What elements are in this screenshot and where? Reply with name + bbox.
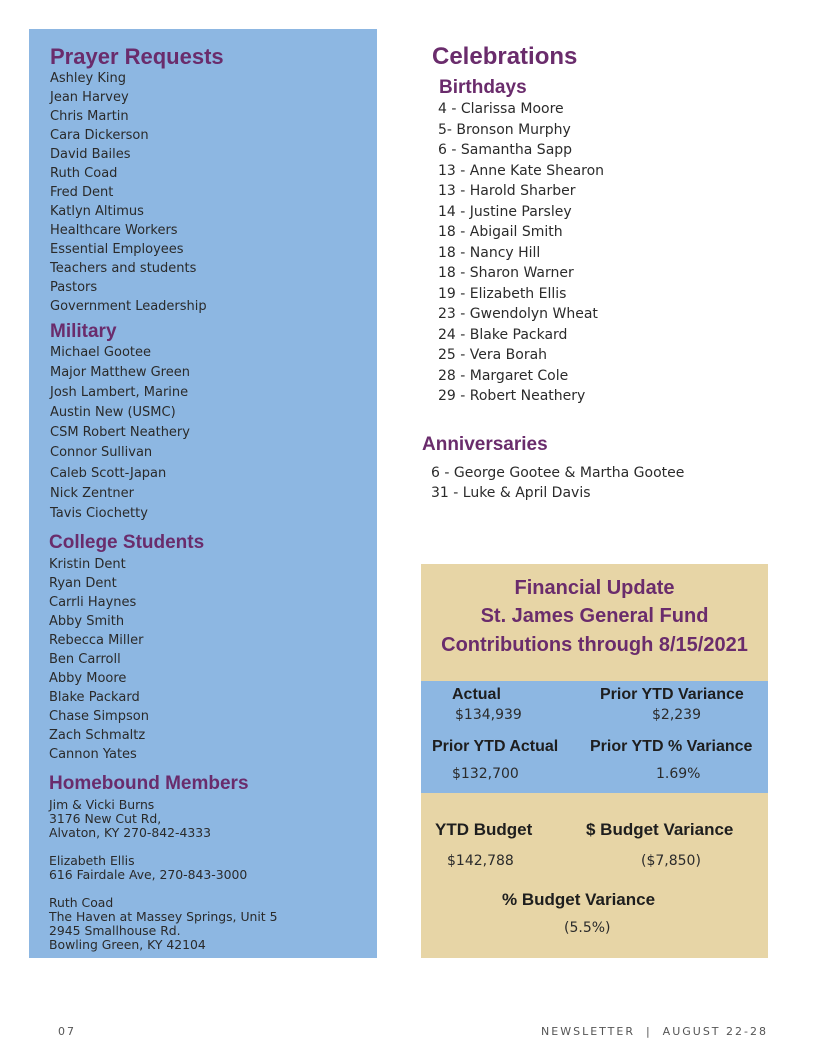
college-students-title: College Students: [49, 532, 205, 553]
homebound-entry: [49, 798, 211, 840]
birthday-item: 24 - Blake Packard: [438, 326, 568, 343]
college-student-item: Ben Carroll: [49, 652, 121, 667]
actual-label: Actual: [452, 686, 501, 703]
anniversaries-title: Anniversaries: [422, 434, 548, 455]
homebound-line: Elizabeth Ellis: [49, 853, 135, 868]
prayer-request-item: Cara Dickerson: [50, 128, 149, 143]
military-item: CSM Robert Neathery: [50, 425, 190, 441]
birthday-item: 18 - Sharon Warner: [438, 265, 574, 281]
birthdays-title: Birthdays: [439, 77, 527, 98]
financial-blue-band: [421, 681, 768, 793]
ytd-budget-value: $142,788: [447, 853, 514, 869]
homebound-line: Bowling Green, KY 42104: [49, 937, 206, 952]
homebound-line: The Haven at Massey Springs, Unit 5: [49, 909, 278, 924]
prayer-request-item: Pastors: [50, 280, 98, 295]
footer-label: NEWSLETTER | AUGUST 22-28: [541, 1025, 768, 1038]
birthday-item: 4 - Clarissa Moore: [438, 101, 564, 117]
prayer-request-item: Essential Employees: [50, 242, 184, 257]
college-student-item: Cannon Yates: [49, 747, 137, 762]
military-item: Tavis Ciochetty: [50, 505, 148, 521]
prior-ytd-variance-value: $2,239: [652, 707, 701, 723]
prayer-requests-list: [50, 69, 207, 316]
homebound-line: Ruth Coad: [49, 895, 114, 910]
prior-ytd-actual-label: Prior YTD Actual: [432, 738, 559, 755]
college-student-item: Abby Moore: [49, 671, 127, 686]
birthday-item: 6 - Samantha Sapp: [438, 142, 573, 158]
homebound-line: 3176 New Cut Rd,: [49, 811, 162, 826]
college-student-item: Chase Simpson: [49, 709, 149, 724]
college-student-item: Abby Smith: [49, 614, 125, 629]
birthday-item: 13 - Anne Kate Shearon: [438, 162, 605, 179]
birthday-item: 19 - Elizabeth Ellis: [438, 285, 567, 302]
birthday-item: 29 - Robert Neathery: [438, 388, 586, 404]
college-student-item: Rebecca Miller: [49, 633, 144, 648]
prayer-request-item: Ashley King: [50, 71, 126, 86]
actual-value: $134,939: [455, 707, 522, 723]
prayer-request-item: Katlyn Altimus: [50, 204, 144, 219]
college-student-item: Zach Schmaltz: [49, 728, 146, 743]
financial-update-box: [421, 564, 768, 958]
prayer-requests-title: Prayer Requests: [50, 44, 224, 69]
homebound-entry: [49, 896, 277, 952]
homebound-line: 2945 Smallhouse Rd.: [49, 923, 181, 938]
prayer-request-item: David Bailes: [50, 147, 131, 162]
homebound-line: 616 Fairdale Ave, 270-843-3000: [49, 867, 248, 882]
college-student-item: Carrli Haynes: [49, 595, 137, 610]
prayer-request-item: Ruth Coad: [50, 166, 118, 181]
birthday-item: 25 - Vera Borah: [438, 347, 548, 363]
military-item: Major Matthew Green: [50, 365, 190, 381]
military-title: Military: [50, 321, 117, 342]
birthday-item: 13 - Harold Sharber: [438, 183, 576, 199]
anniversary-item: 6 - George Gootee & Martha Gootee: [431, 465, 685, 481]
financial-update-heading: Financial Update: [514, 577, 675, 599]
prior-ytd-variance-label: Prior YTD Variance: [600, 686, 744, 703]
prayer-request-item: Government Leadership: [50, 299, 207, 314]
military-item: Connor Sullivan: [50, 445, 153, 461]
birthday-item: 18 - Abigail Smith: [438, 224, 563, 240]
prayer-request-item: Chris Martin: [50, 109, 129, 124]
military-item: Austin New (USMC): [50, 405, 176, 421]
homebound-line: Jim & Vicki Burns: [49, 797, 155, 812]
college-student-item: Blake Packard: [49, 690, 140, 705]
prior-ytd-actual-value: $132,700: [452, 766, 519, 782]
anniversary-item: 31 - Luke & April Davis: [431, 485, 591, 501]
anniversaries-list: [431, 463, 684, 503]
ytd-budget-label: YTD Budget: [435, 820, 533, 839]
college-student-item: Ryan Dent: [49, 576, 117, 591]
college-students-list: [49, 555, 149, 764]
budget-variance-label: $ Budget Variance: [586, 820, 734, 839]
birthday-item: 5- Bronson Murphy: [438, 121, 571, 138]
birthday-item: 28 - Margaret Cole: [438, 367, 569, 384]
pct-budget-variance-label: % Budget Variance: [502, 890, 656, 909]
birthday-item: 18 - Nancy Hill: [438, 244, 541, 261]
prior-ytd-pct-variance-label: Prior YTD % Variance: [590, 738, 753, 755]
birthdays-list: [438, 99, 604, 407]
budget-variance-value: ($7,850): [641, 853, 701, 869]
homebound-line: Alvaton, KY 270-842-4333: [49, 825, 211, 840]
prayer-request-item: Jean Harvey: [50, 90, 129, 105]
college-student-item: Kristin Dent: [49, 557, 126, 572]
prayer-request-item: Healthcare Workers: [50, 223, 178, 238]
pct-budget-variance-value: (5.5%): [564, 920, 611, 936]
military-item: Josh Lambert, Marine: [50, 385, 189, 401]
contributions-date-heading: Contributions through 8/15/2021: [441, 634, 748, 656]
homebound-members-title: Homebound Members: [49, 773, 249, 794]
military-item: Nick Zentner: [50, 485, 134, 501]
military-item: Caleb Scott-Japan: [50, 465, 167, 481]
birthday-item: 14 - Justine Parsley: [438, 203, 572, 220]
prior-ytd-pct-variance-value: 1.69%: [656, 766, 701, 782]
page-number: 07: [58, 1025, 76, 1038]
prayer-request-item: Fred Dent: [50, 185, 114, 200]
military-list: [50, 343, 190, 524]
military-item: Michael Gootee: [50, 345, 151, 360]
birthday-item: 23 - Gwendolyn Wheat: [438, 306, 598, 322]
prayer-request-item: Teachers and students: [50, 261, 197, 276]
fund-name-heading: St. James General Fund: [480, 605, 709, 627]
homebound-entry: [49, 854, 247, 882]
celebrations-title: Celebrations: [432, 43, 578, 70]
